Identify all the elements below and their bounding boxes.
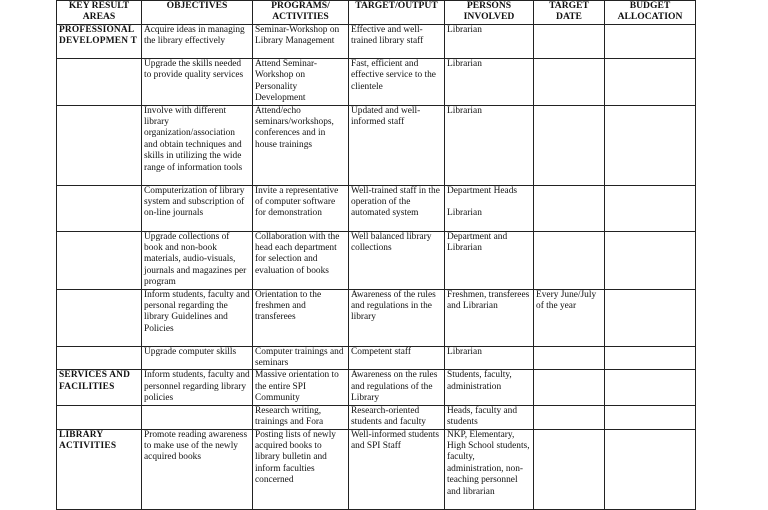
key-result-area-cell: [57, 405, 142, 429]
target-cell: Fast, efficient and effective service to the clientele: [349, 59, 445, 106]
budget-cell: [605, 25, 696, 59]
table-row: [57, 289, 696, 346]
programs-cell: Invite a representative of computer software for demonstration: [253, 185, 349, 231]
target-cell: Awareness of the rules and regulations in the library: [349, 289, 445, 346]
objectives-cell: Upgrade computer skills: [142, 346, 253, 370]
table-row: [57, 405, 696, 429]
persons-text: Department Heads Librarian: [447, 185, 518, 219]
header-target-output: TARGET/OUTPUT: [349, 1, 445, 25]
persons-cell: NKP, Elementary, High School students, faculty, administration, non-teaching personnel and librarian: [445, 429, 534, 509]
table-row: [57, 231, 696, 289]
persons-cell: Librarian: [445, 105, 534, 185]
programs-cell: Computer trainings and seminars: [253, 346, 349, 370]
key-result-area-cell: [57, 289, 142, 346]
key-result-area-cell: LIBRARY ACTIVITIES: [57, 429, 142, 509]
budget-cell: [605, 231, 696, 289]
header-key-result-areas: KEY RESULT AREAS: [57, 1, 142, 25]
programs-cell: Attend Seminar-Workshop on Personality Development: [253, 59, 349, 106]
persons-cell: Librarian: [445, 346, 534, 370]
programs-cell: Research writing, trainings and Fora: [253, 405, 349, 429]
header-persons-involved: PERSONS INVOLVED: [445, 1, 534, 25]
budget-cell: [605, 429, 696, 509]
key-result-area-cell: [57, 59, 142, 106]
programs-cell: Orientation to the freshmen and transferees: [253, 289, 349, 346]
target-date-cell: [534, 25, 605, 59]
target-date-cell: [534, 105, 605, 185]
budget-cell: [605, 105, 696, 185]
persons-cell: Librarian: [445, 59, 534, 106]
header-target-date: TARGET DATE: [534, 1, 605, 25]
persons-cell: Heads, faculty and students: [445, 405, 534, 429]
budget-cell: [605, 59, 696, 106]
objectives-cell: Upgrade collections of book and non-book materials, audio-visuals, journals and magazines per program: [142, 231, 253, 289]
objectives-cell: Acquire ideas in managing the library effectively: [142, 25, 253, 59]
target-date-cell: [534, 405, 605, 429]
table-row: [57, 346, 696, 370]
table-row: [57, 429, 696, 509]
budget-cell: [605, 185, 696, 231]
target-cell: Updated and well-informed staff: [349, 105, 445, 185]
budget-cell: [605, 289, 696, 346]
objectives-cell: Upgrade the skills needed to provide quality services: [142, 59, 253, 106]
header-objectives: OBJECTIVES: [142, 1, 253, 25]
objectives-cell: Inform students, faculty and personal regarding the library Guidelines and Policies: [142, 289, 253, 346]
table-row: [57, 105, 696, 185]
target-cell: Research-oriented students and faculty: [349, 405, 445, 429]
target-date-cell: [534, 185, 605, 231]
persons-cell: [445, 185, 534, 231]
objectives-cell: Inform students, faculty and personnel regarding library policies: [142, 370, 253, 405]
key-result-area-cell: SERVICES AND FACILITIES: [57, 370, 142, 405]
programs-cell: Collaboration with the head each department for selection and evaluation of books: [253, 231, 349, 289]
target-cell: Awareness on the rules and regulations of the Library: [349, 370, 445, 405]
key-result-area-cell: [57, 346, 142, 370]
table-row: [57, 59, 696, 106]
target-date-cell: Every June/July of the year: [534, 289, 605, 346]
objectives-cell: Computerization of library system and subscription of on-line journals: [142, 185, 253, 231]
budget-cell: [605, 346, 696, 370]
persons-cell: Librarian: [445, 25, 534, 59]
persons-cell: Department and Librarian: [445, 231, 534, 289]
header-budget-allocation: BUDGET ALLOCATION: [605, 1, 696, 25]
persons-cell: Students, faculty, administration: [445, 370, 534, 405]
target-cell: Well-informed students and SPI Staff: [349, 429, 445, 509]
table-row: [57, 370, 696, 405]
objectives-cell: [142, 405, 253, 429]
objectives-cell: Promote reading awareness to make use of the newly acquired books: [142, 429, 253, 509]
target-cell: Effective and well-trained library staff: [349, 25, 445, 59]
budget-cell: [605, 370, 696, 405]
objectives-cell: Involve with different library organization/association and obtain techniques and skills in utilizing the wide range of information tools: [142, 105, 253, 185]
table-row: [57, 25, 696, 59]
target-date-cell: [534, 429, 605, 509]
programs-cell: Massive orientation to the entire SPI Community: [253, 370, 349, 405]
target-date-cell: [534, 346, 605, 370]
budget-cell: [605, 405, 696, 429]
table-row: [57, 185, 696, 231]
target-cell: Competent staff: [349, 346, 445, 370]
target-date-cell: [534, 370, 605, 405]
programs-cell: Posting lists of newly acquired books to library bulletin and inform faculties concerned: [253, 429, 349, 509]
target-cell: Well balanced library collections: [349, 231, 445, 289]
key-result-area-cell: [57, 231, 142, 289]
key-result-area-cell: [57, 185, 142, 231]
header-row: [57, 1, 696, 25]
programs-cell: Seminar-Workshop on Library Management: [253, 25, 349, 59]
key-result-area-cell: [57, 105, 142, 185]
target-date-cell: [534, 231, 605, 289]
plan-table: [56, 0, 696, 510]
target-cell: Well-trained staff in the operation of the automated system: [349, 185, 445, 231]
target-date-cell: [534, 59, 605, 106]
key-result-area-cell: PROFESSIONAL DEVELOPMEN T: [57, 25, 142, 59]
header-programs-activities: PROGRAMS/ ACTIVITIES: [253, 1, 349, 25]
persons-cell: Freshmen, transferees and Librarian: [445, 289, 534, 346]
programs-cell: Attend/echo seminars/workshops, conferences and in house trainings: [253, 105, 349, 185]
